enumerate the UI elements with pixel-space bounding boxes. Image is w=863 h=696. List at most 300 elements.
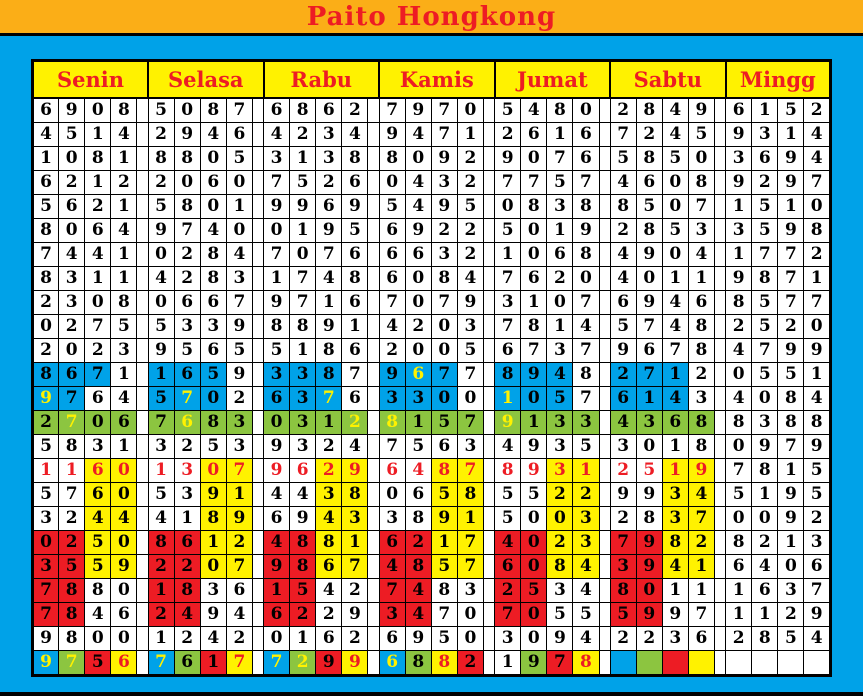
digit-cell: 8 (405, 651, 431, 676)
digit-cell: 0 (59, 339, 85, 363)
spacer-cell (137, 315, 148, 339)
digit-cell: 0 (200, 195, 226, 219)
digit-cell: 2 (148, 123, 174, 147)
digit-cell: 0 (111, 579, 137, 603)
result-row (33, 483, 831, 507)
digit-cell: 4 (573, 579, 599, 603)
digit-cell: 3 (778, 579, 804, 603)
digit-cell: 7 (688, 195, 714, 219)
spacer-cell (368, 363, 379, 387)
digit-cell: 5 (636, 195, 662, 219)
spacer-cell (484, 267, 495, 291)
digit-cell: 6 (111, 651, 137, 676)
result-row (33, 171, 831, 195)
digit-cell: 0 (662, 171, 688, 195)
spacer-cell (368, 459, 379, 483)
digit-cell: 9 (726, 171, 752, 195)
digit-cell: 8 (200, 98, 226, 123)
digit-cell: 8 (316, 339, 342, 363)
spacer-cell (252, 363, 263, 387)
digit-cell: 0 (200, 555, 226, 579)
digit-cell: 9 (726, 123, 752, 147)
digit-cell: 0 (521, 243, 547, 267)
result-row (33, 267, 831, 291)
spacer-cell (484, 291, 495, 315)
digit-cell: 5 (610, 315, 636, 339)
digit-cell: 2 (85, 339, 111, 363)
digit-cell: 6 (200, 339, 226, 363)
digit-cell: 9 (290, 195, 316, 219)
paito-table (31, 59, 832, 677)
digit-cell: 7 (174, 387, 200, 411)
spacer-cell (484, 411, 495, 435)
spacer-cell (599, 243, 610, 267)
spacer-cell (137, 603, 148, 627)
digit-cell: 9 (495, 411, 521, 435)
digit-cell: 8 (431, 459, 457, 483)
digit-cell: 7 (752, 243, 778, 267)
spacer-cell (715, 555, 726, 579)
digit-cell: 3 (547, 411, 573, 435)
digit-cell: 4 (111, 123, 137, 147)
digit-cell: 8 (148, 531, 174, 555)
spacer-cell (715, 627, 726, 651)
spacer-cell (137, 507, 148, 531)
digit-cell: 8 (431, 651, 457, 676)
spacer-cell (599, 123, 610, 147)
digit-cell: 0 (662, 243, 688, 267)
digit-cell: 5 (752, 195, 778, 219)
digit-cell: 1 (226, 195, 252, 219)
digit-cell: 8 (636, 147, 662, 171)
digit-cell: 5 (521, 483, 547, 507)
spacer-cell (484, 243, 495, 267)
digit-cell: 4 (662, 315, 688, 339)
digit-cell: 4 (688, 483, 714, 507)
spacer-cell (599, 459, 610, 483)
digit-cell: 4 (148, 267, 174, 291)
spacer-cell (484, 171, 495, 195)
spacer-cell (484, 219, 495, 243)
spacer-cell (484, 555, 495, 579)
digit-cell: 4 (662, 123, 688, 147)
spacer-cell (137, 98, 148, 123)
digit-cell: 1 (111, 147, 137, 171)
digit-cell: 2 (610, 507, 636, 531)
digit-cell: 2 (342, 98, 368, 123)
digit-cell: 0 (200, 459, 226, 483)
spacer-cell (368, 98, 379, 123)
digit-cell: 9 (316, 651, 342, 676)
digit-cell: 3 (405, 387, 431, 411)
spacer-cell (252, 651, 263, 676)
spacer-cell (137, 555, 148, 579)
digit-cell: 6 (264, 387, 290, 411)
digit-cell: 0 (405, 339, 431, 363)
spacer-cell (137, 435, 148, 459)
digit-cell: 9 (379, 363, 405, 387)
digit-cell: 7 (457, 555, 483, 579)
digit-cell: 2 (148, 555, 174, 579)
digit-cell: 1 (290, 339, 316, 363)
digit-cell: 6 (610, 387, 636, 411)
digit-cell (778, 651, 804, 676)
digit-cell: 9 (778, 339, 804, 363)
spacer-cell (252, 123, 263, 147)
digit-cell: 7 (495, 315, 521, 339)
digit-cell: 2 (804, 507, 831, 531)
spacer-cell (368, 123, 379, 147)
digit-cell: 7 (226, 459, 252, 483)
digit-cell: 3 (547, 195, 573, 219)
digit-cell: 8 (405, 507, 431, 531)
spacer-cell (252, 195, 263, 219)
spacer-cell (484, 603, 495, 627)
spacer-cell (252, 435, 263, 459)
digit-cell: 1 (85, 171, 111, 195)
spacer-cell (599, 507, 610, 531)
digit-cell: 3 (200, 315, 226, 339)
digit-cell: 0 (688, 147, 714, 171)
digit-cell: 3 (457, 579, 483, 603)
digit-cell: 1 (226, 483, 252, 507)
spacer-cell (599, 363, 610, 387)
digit-cell: 0 (521, 219, 547, 243)
digit-cell: 8 (688, 171, 714, 195)
digit-cell: 7 (33, 243, 59, 267)
digit-cell: 2 (342, 579, 368, 603)
digit-cell (610, 651, 636, 676)
digit-cell: 4 (662, 291, 688, 315)
digit-cell: 0 (431, 315, 457, 339)
digit-cell: 8 (688, 339, 714, 363)
digit-cell: 2 (379, 339, 405, 363)
result-row (33, 435, 831, 459)
digit-cell: 8 (290, 555, 316, 579)
digit-cell: 7 (636, 363, 662, 387)
digit-cell (688, 651, 714, 676)
spacer-cell (484, 627, 495, 651)
digit-cell: 7 (379, 291, 405, 315)
digit-cell: 4 (111, 387, 137, 411)
digit-cell: 5 (495, 483, 521, 507)
digit-cell: 9 (495, 147, 521, 171)
digit-cell: 4 (804, 147, 831, 171)
digit-cell: 1 (290, 219, 316, 243)
digit-cell: 3 (342, 507, 368, 531)
digit-cell: 2 (316, 435, 342, 459)
digit-cell: 2 (33, 291, 59, 315)
digit-cell: 3 (573, 411, 599, 435)
digit-cell: 5 (264, 339, 290, 363)
spacer-cell (715, 315, 726, 339)
digit-cell: 0 (726, 435, 752, 459)
digit-cell: 6 (59, 363, 85, 387)
result-row (33, 315, 831, 339)
digit-cell: 2 (726, 627, 752, 651)
digit-cell: 4 (610, 171, 636, 195)
digit-cell: 1 (778, 459, 804, 483)
digit-cell: 6 (111, 603, 137, 627)
digit-cell: 6 (573, 123, 599, 147)
digit-cell: 1 (688, 579, 714, 603)
digit-cell: 8 (59, 435, 85, 459)
digit-cell: 8 (316, 531, 342, 555)
spacer-cell (368, 291, 379, 315)
result-row (33, 555, 831, 579)
digit-cell: 6 (59, 195, 85, 219)
digit-cell: 9 (778, 219, 804, 243)
spacer-cell (715, 411, 726, 435)
digit-cell: 8 (610, 579, 636, 603)
digit-cell: 9 (111, 555, 137, 579)
digit-cell: 8 (778, 411, 804, 435)
digit-cell: 1 (316, 291, 342, 315)
spacer-cell (715, 435, 726, 459)
spacer-cell (599, 291, 610, 315)
digit-cell: 8 (111, 291, 137, 315)
digit-cell: 8 (573, 243, 599, 267)
digit-cell: 4 (495, 531, 521, 555)
digit-cell: 7 (264, 243, 290, 267)
spacer-cell (599, 387, 610, 411)
digit-cell: 5 (778, 363, 804, 387)
digit-cell: 8 (342, 147, 368, 171)
spacer-cell (137, 651, 148, 676)
digit-cell: 0 (752, 387, 778, 411)
digit-cell: 6 (610, 291, 636, 315)
digit-cell: 3 (226, 411, 252, 435)
spacer-cell (252, 267, 263, 291)
digit-cell: 9 (636, 531, 662, 555)
digit-cell: 4 (85, 507, 111, 531)
digit-cell: 8 (726, 531, 752, 555)
digit-cell: 3 (547, 435, 573, 459)
digit-cell: 8 (726, 411, 752, 435)
digit-cell: 2 (33, 411, 59, 435)
digit-cell: 3 (264, 363, 290, 387)
digit-cell: 7 (457, 459, 483, 483)
digit-cell: 7 (547, 651, 573, 676)
result-row (33, 411, 831, 435)
digit-cell: 2 (59, 531, 85, 555)
result-row (33, 219, 831, 243)
digit-cell: 4 (264, 123, 290, 147)
digit-cell: 9 (405, 627, 431, 651)
spacer-cell (715, 147, 726, 171)
digit-cell: 2 (610, 98, 636, 123)
digit-cell: 7 (33, 579, 59, 603)
digit-cell: 6 (573, 147, 599, 171)
digit-cell: 0 (264, 627, 290, 651)
spacer-cell (252, 147, 263, 171)
spacer-cell (137, 195, 148, 219)
digit-cell: 8 (662, 531, 688, 555)
digit-cell: 4 (495, 435, 521, 459)
digit-cell: 3 (495, 627, 521, 651)
spacer-cell (252, 579, 263, 603)
digit-cell: 7 (431, 98, 457, 123)
digit-cell: 3 (148, 435, 174, 459)
day-header-selasa: Selasa (148, 61, 264, 99)
spacer-cell (484, 651, 495, 676)
digit-cell: 0 (804, 195, 831, 219)
spacer-cell (715, 171, 726, 195)
digit-cell: 9 (379, 123, 405, 147)
digit-cell: 6 (111, 411, 137, 435)
digit-cell: 9 (405, 98, 431, 123)
digit-cell: 2 (226, 387, 252, 411)
digit-cell: 7 (778, 291, 804, 315)
digit-cell: 3 (726, 219, 752, 243)
digit-cell: 1 (290, 627, 316, 651)
digit-cell: 2 (457, 147, 483, 171)
spacer-cell (715, 483, 726, 507)
digit-cell: 6 (316, 98, 342, 123)
spacer-cell (715, 579, 726, 603)
digit-cell: 9 (200, 603, 226, 627)
digit-cell: 2 (547, 267, 573, 291)
spacer-cell (599, 267, 610, 291)
digit-cell: 5 (610, 603, 636, 627)
digit-cell: 0 (148, 243, 174, 267)
digit-cell: 5 (804, 459, 831, 483)
digit-cell: 6 (174, 531, 200, 555)
digit-cell: 6 (226, 123, 252, 147)
spacer-cell (484, 363, 495, 387)
digit-cell: 3 (688, 219, 714, 243)
day-header-row (33, 61, 831, 99)
spacer-cell (368, 267, 379, 291)
digit-cell: 9 (33, 627, 59, 651)
digit-cell: 6 (495, 339, 521, 363)
digit-cell: 5 (342, 219, 368, 243)
digit-cell: 4 (726, 339, 752, 363)
spacer-cell (715, 363, 726, 387)
spacer-cell (368, 483, 379, 507)
digit-cell: 9 (264, 555, 290, 579)
digit-cell: 3 (431, 243, 457, 267)
digit-cell: 3 (457, 315, 483, 339)
digit-cell: 1 (495, 243, 521, 267)
digit-cell: 0 (264, 411, 290, 435)
digit-cell: 6 (521, 267, 547, 291)
spacer-cell (715, 387, 726, 411)
digit-cell: 0 (431, 387, 457, 411)
digit-cell: 5 (226, 147, 252, 171)
digit-cell: 7 (573, 291, 599, 315)
digit-cell: 0 (521, 555, 547, 579)
spacer-cell (137, 243, 148, 267)
digit-cell: 5 (431, 411, 457, 435)
spacer-cell (368, 219, 379, 243)
spacer-cell (252, 291, 263, 315)
spacer-cell (484, 195, 495, 219)
digit-cell: 8 (752, 459, 778, 483)
digit-cell: 7 (573, 339, 599, 363)
digit-cell: 8 (547, 555, 573, 579)
spacer-cell (484, 315, 495, 339)
digit-cell: 9 (226, 507, 252, 531)
spacer-cell (368, 411, 379, 435)
digit-cell: 7 (59, 651, 85, 676)
digit-cell: 0 (636, 435, 662, 459)
spacer-cell (137, 387, 148, 411)
digit-cell: 7 (457, 531, 483, 555)
digit-cell: 4 (610, 267, 636, 291)
digit-cell: 5 (148, 315, 174, 339)
digit-cell: 4 (379, 555, 405, 579)
digit-cell: 8 (59, 579, 85, 603)
digit-cell: 8 (610, 195, 636, 219)
digit-cell: 7 (174, 219, 200, 243)
spacer-cell (368, 339, 379, 363)
digit-cell: 6 (342, 291, 368, 315)
digit-cell: 6 (264, 603, 290, 627)
spacer-cell (252, 171, 263, 195)
digit-cell: 4 (662, 98, 688, 123)
spacer-cell (599, 411, 610, 435)
spacer-cell (252, 98, 263, 123)
digit-cell: 7 (778, 435, 804, 459)
digit-cell: 9 (610, 483, 636, 507)
spacer-cell (599, 483, 610, 507)
digit-cell: 8 (342, 483, 368, 507)
digit-cell: 1 (200, 651, 226, 676)
digit-cell: 3 (610, 555, 636, 579)
digit-cell: 6 (316, 195, 342, 219)
spacer-cell (137, 627, 148, 651)
digit-cell: 7 (85, 363, 111, 387)
digit-cell: 1 (804, 267, 831, 291)
result-row (33, 243, 831, 267)
digit-cell: 3 (200, 579, 226, 603)
spacer-cell (715, 507, 726, 531)
spacer-cell (715, 219, 726, 243)
digit-cell: 9 (662, 603, 688, 627)
digit-cell: 2 (778, 603, 804, 627)
digit-cell: 4 (662, 387, 688, 411)
digit-cell: 2 (610, 363, 636, 387)
digit-cell: 6 (342, 171, 368, 195)
digit-cell: 4 (290, 483, 316, 507)
spacer-cell (368, 435, 379, 459)
spacer-cell (137, 579, 148, 603)
digit-cell: 0 (264, 219, 290, 243)
digit-cell: 4 (226, 243, 252, 267)
digit-cell: 0 (405, 147, 431, 171)
day-header-mingg: Mingg (726, 61, 831, 99)
spacer-cell (599, 195, 610, 219)
digit-cell: 6 (174, 363, 200, 387)
digit-cell: 3 (316, 483, 342, 507)
spacer-cell (368, 243, 379, 267)
digit-cell: 6 (379, 531, 405, 555)
digit-cell: 0 (726, 507, 752, 531)
digit-cell: 2 (610, 627, 636, 651)
digit-cell: 0 (85, 411, 111, 435)
digit-cell: 6 (264, 507, 290, 531)
result-row (33, 147, 831, 171)
digit-cell: 6 (85, 483, 111, 507)
spacer-cell (137, 171, 148, 195)
digit-cell: 2 (688, 531, 714, 555)
digit-cell: 8 (264, 315, 290, 339)
digit-cell: 5 (379, 195, 405, 219)
digit-cell: 2 (290, 603, 316, 627)
digit-cell: 3 (174, 315, 200, 339)
digit-cell: 5 (290, 579, 316, 603)
